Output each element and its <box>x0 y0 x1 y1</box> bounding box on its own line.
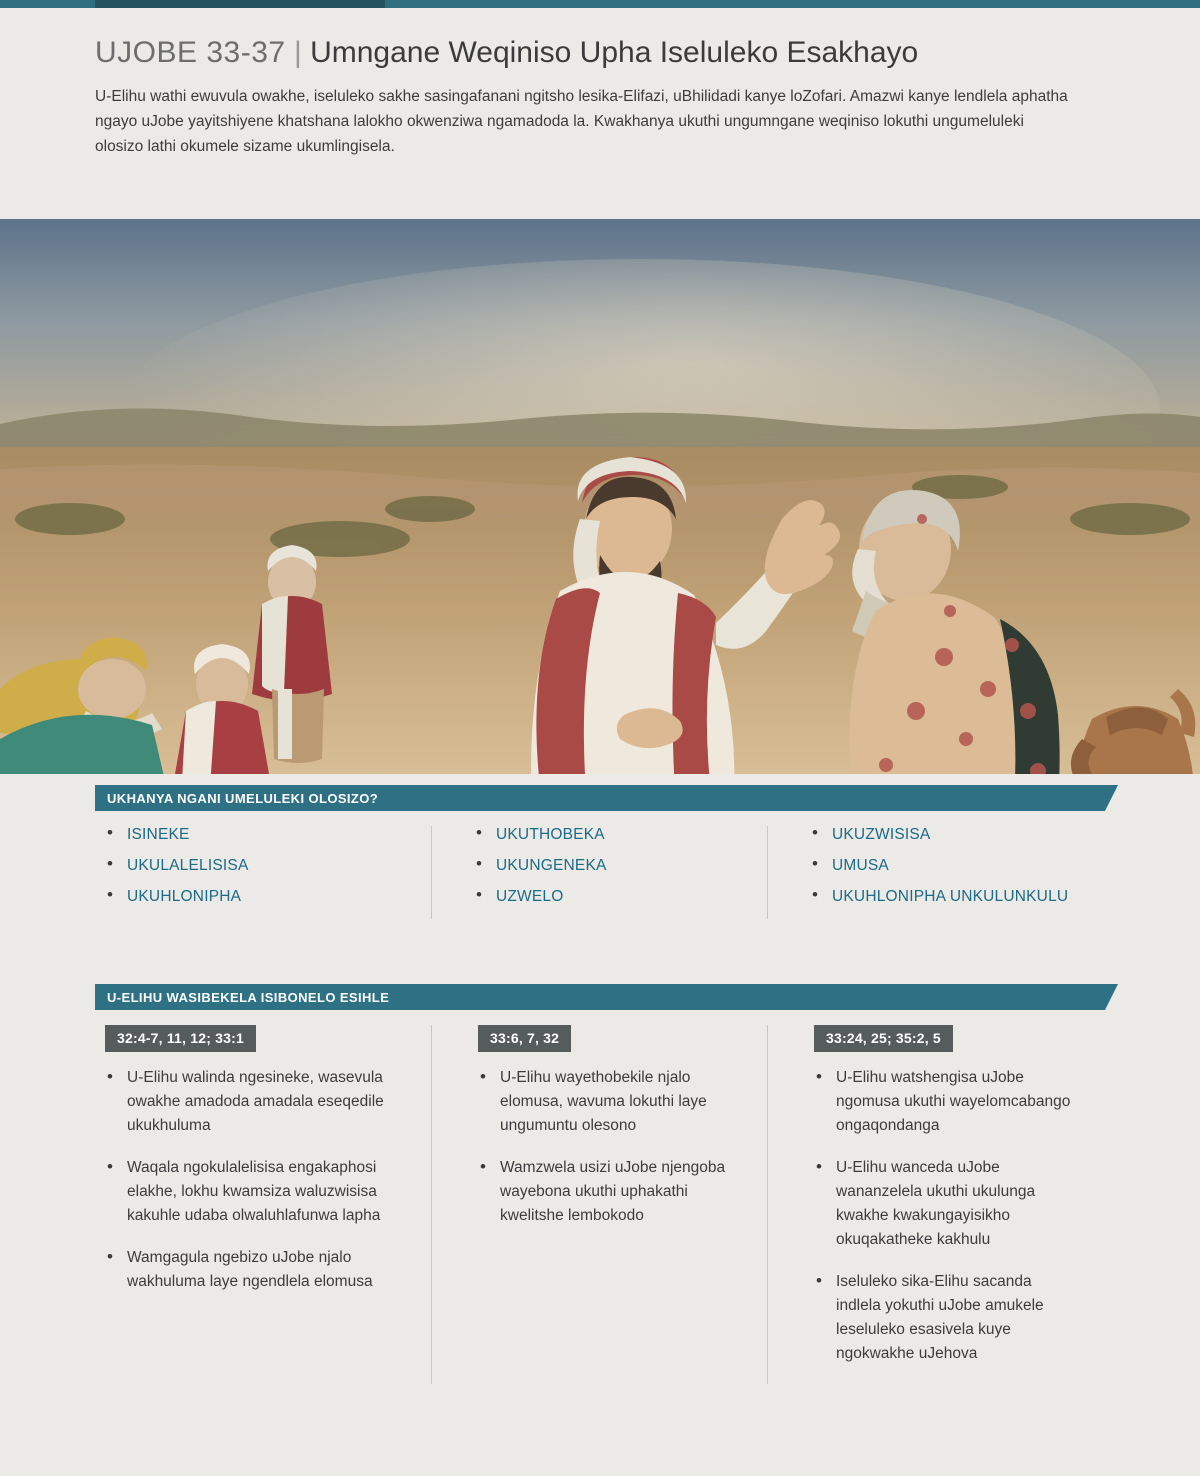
scripture-badge: 32:4-7, 11, 12; 33:1 <box>105 1025 256 1052</box>
scripture-badge: 33:24, 25; 35:2, 5 <box>814 1025 953 1052</box>
intro-paragraph: U-Elihu wathi ewuvula owakhe, iseluleko sakhe sasingafanani ngitsho lesika-Elifazi, uBhilidadi kanye loZofari. Amazwi kanye lendlela aphatha ngayo uJobe yayitshiyene khatshana lalokho okwenziwa ngamadoda la. Kwakhanya ukuthi ungumngane weqiniso lokuthi ungumeluleki olosizo lathi okumele sizame ukumlingisela. <box>95 87 1068 155</box>
quality-item: • ISINEKE <box>105 826 431 857</box>
example-columns <box>95 1025 1105 1384</box>
example-column-1 <box>95 1025 431 1384</box>
quality-item: • UKUHLONIPHA <box>105 888 431 919</box>
qualities-column-2 <box>431 826 767 919</box>
example-point: • Wamzwela usizi uJobe njengoba wayebona ukuthi uphakathi kwelitshe lembokodo <box>478 1156 739 1228</box>
example-point: • Iseluleko sika-Elihu sacanda indlela yokuthi uJobe amukele leseluleko esasivela kuye ngokwakhe uJehova <box>814 1270 1075 1366</box>
qualities-banner: UKHANYA NGANI UMELULEKI OLOSIZO? <box>95 785 1105 811</box>
example-column-2 <box>431 1025 767 1384</box>
top-accent-bar-dark <box>95 0 385 8</box>
title-separator: | <box>293 36 302 69</box>
example-point: • U-Elihu watshengisa uJobe ngomusa ukuthi wayelomcabango ongaqondanga <box>814 1066 1075 1138</box>
illustration <box>0 219 1200 774</box>
example-point: • Waqala ngokulalelisisa engakaphosi elakhe, lokhu kwamsiza waluzwisisa kakuhle udaba olwaluhlafunwa lapha <box>105 1156 403 1228</box>
quality-item: • UKULALELISISA <box>105 857 431 888</box>
scripture-badge: 33:6, 7, 32 <box>478 1025 571 1052</box>
scripture-reference: UJOBE 33-37 <box>95 36 286 69</box>
qualities-column-3 <box>767 826 1103 919</box>
page-title <box>95 36 1105 71</box>
quality-item: • UMUSA <box>810 857 1103 888</box>
qualities-list <box>95 826 1105 919</box>
quality-item: • UKUTHOBEKA <box>474 826 767 857</box>
example-column-3 <box>767 1025 1103 1384</box>
quality-item: • UKUNGENEKA <box>474 857 767 888</box>
illustration-artwork <box>0 219 1200 774</box>
example-banner: U-ELIHU WASIBEKELA ISIBONELO ESIHLE <box>95 984 1105 1010</box>
example-point: • U-Elihu wanceda uJobe wananzelela ukuthi ukulunga kwakhe kwakungayisikho okuqakatheke kakhulu <box>814 1156 1075 1252</box>
quality-item: • UKUZWISISA <box>810 826 1103 857</box>
page-header <box>95 36 1105 159</box>
quality-item: • UZWELO <box>474 888 767 919</box>
qualities-column-1 <box>95 826 431 919</box>
example-point: • U-Elihu wayethobekile njalo elomusa, wavuma lokuthi laye ungumuntu olesono <box>478 1066 739 1138</box>
title-main-text: Umngane Weqiniso Upha Iseluleko Esakhayo <box>310 36 919 69</box>
quality-item: • UKUHLONIPHA UNKULUNKULU <box>810 888 1103 919</box>
example-point: • U-Elihu walinda ngesineke, wasevula owakhe amadoda amadala eseqedile ukukhuluma <box>105 1066 403 1138</box>
example-point: • Wamgagula ngebizo uJobe njalo wakhuluma laye ngendlela elomusa <box>105 1246 403 1294</box>
